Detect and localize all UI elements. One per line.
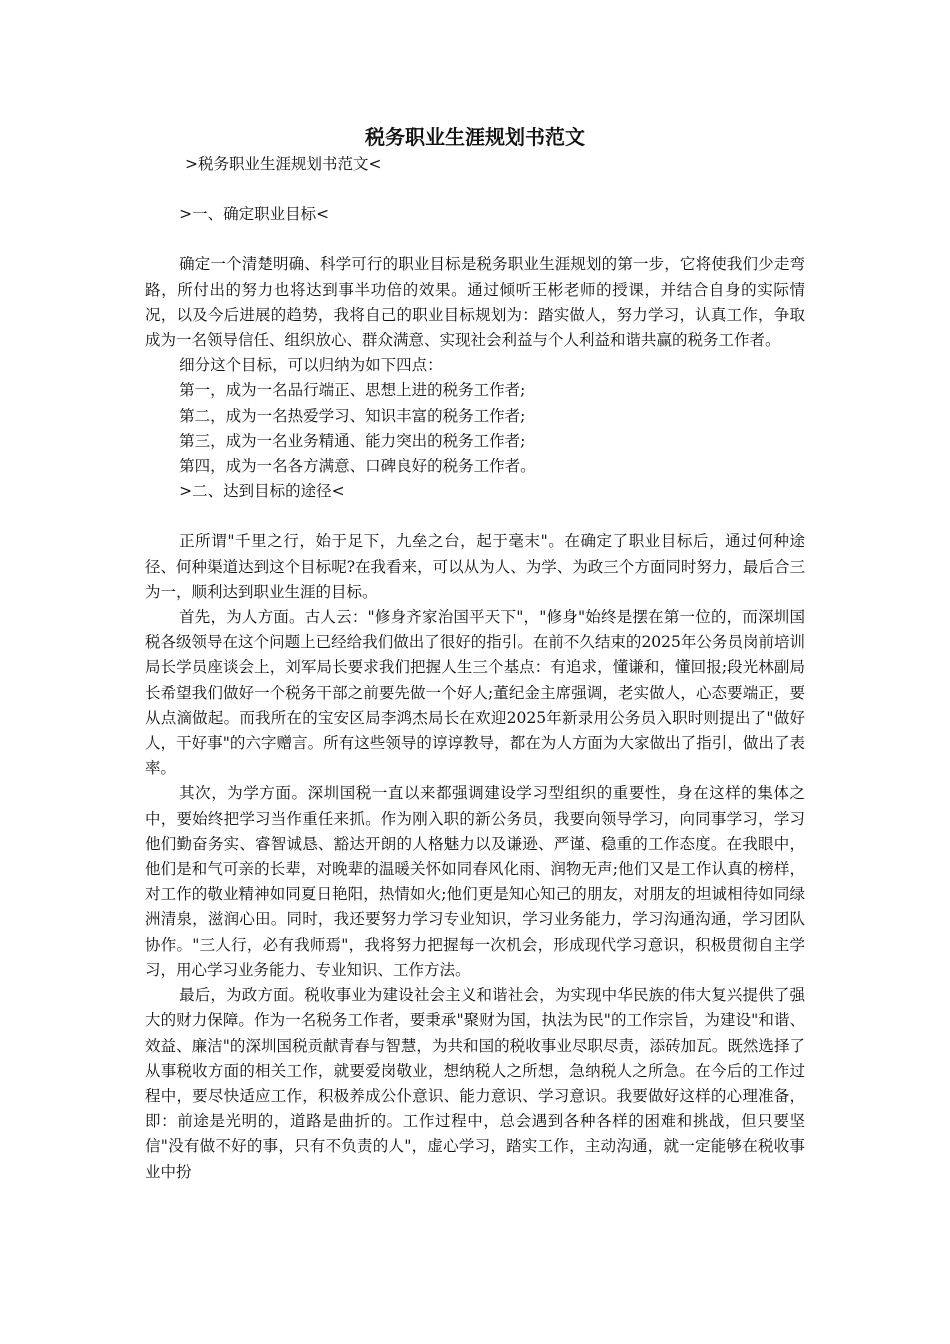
- section-heading-path: >二、达到目标的途径<: [179, 482, 345, 501]
- list-item: 第一，成为一名品行端正、思想上进的税务工作者;: [179, 381, 526, 400]
- blank-line: [145, 227, 805, 252]
- section-heading-goal: >一、确定职业目标<: [179, 205, 330, 224]
- paragraph: 正所谓"千里之行，始于足下，九垒之台，起于毫末"。在确定了职业目标后，通过何种途径、何种渠道达到这个目标呢?在我看来，可以从为人、为学、为政三个方面同时努力，最后合三为一，顺利达到职业生涯的目标。: [145, 532, 805, 601]
- list-item: 第四，成为一名各方满意、口碑良好的税务工作者。: [179, 457, 536, 476]
- paragraph: 细分这个目标，可以归纳为如下四点：: [179, 356, 443, 375]
- page-title: 税务职业生涯规划书范文: [365, 125, 585, 149]
- blank-line: [145, 504, 805, 529]
- document-page: [145, 122, 805, 1185]
- paragraph: 确定一个清楚明确、科学可行的职业目标是税务职业生涯规划的第一步，它将使我们少走弯路，所付出的努力也将达到事半功倍的效果。通过倾听王彬老师的授课，并结合自身的实际情况，以及今后进展的趋势，我将自己的职业目标规划为：踏实做人，努力学习，认真工作，争取成为一名领导信任、组织放心、群众满意、实现社会利益与个人利益和谐共赢的税务工作者。: [145, 255, 805, 350]
- list-item: 第三，成为一名业务精通、能力突出的税务工作者;: [179, 431, 526, 450]
- list-item: 第二，成为一名热爱学习、知识丰富的税务工作者;: [179, 406, 526, 425]
- paragraph: 首先，为人方面。古人云："修身齐家治国平天下"，"修身"始终是摆在第一位的，而深圳国税各级领导在这个问题上已经给我们做出了很好的指引。在前不久结束的2025年公务员岗前培训局长学员座谈会上，刘军局长要求我们把握人生三个基点：有追求，懂谦和，懂回报;段光林副局长希望我们做好一个税务干部之前要先做一个好人;董纪金主席强调，老实做人，心态要端正，要从点滴做起。而我所在的宝安区局李鸿杰局长在欢迎2025年新录用公务员入职时则提出了"做好人，干好事"的六字赠言。所有这些领导的谆谆教导，都在为人方面为大家做出了指引，做出了表率。: [145, 608, 805, 778]
- blank-line: [145, 177, 805, 202]
- document-subtitle: >税务职业生涯规划书范文<: [185, 155, 382, 173]
- paragraph: 最后，为政方面。税收事业为建设社会主义和谐社会，为实现中华民族的伟大复兴提供了强大的财力保障。作为一名税务工作者，要秉承"聚财为国，执法为民"的工作宗旨，为建设"和谐、效益、廉洁"的深圳国税贡献青春与智慧，为共和国的税收事业尽职尽责，添砖加瓦。既然选择了从事税收方面的相关工作，就要爱岗敬业，想纳税人之所想，急纳税人之所急。在今后的工作过程中，要尽快适应工作，积极养成公仆意识、能力意识、学习意识。我要做好这样的心理准备，即：前途是光明的，道路是曲折的。工作过程中，总会遇到各种各样的困难和挑战，但只要坚信"没有做不好的事，只有不负责的人"，虚心学习，踏实工作，主动沟通，就一定能够在税收事业中扮: [145, 986, 805, 1181]
- paragraph: 其次，为学方面。深圳国税一直以来都强调建设学习型组织的重要性，身在这样的集体之中，要始终把学习当作重任来抓。作为刚入职的新公务员，我要向领导学习，向同事学习，学习他们勤奋务实、睿智诚恳、豁达开朗的人格魅力以及谦逊、严谨、稳重的工作态度。在我眼中，他们是和气可亲的长辈，对晚辈的温暖关怀如同春风化雨、润物无声;他们又是工作认真的榜样，对工作的敬业精神如同夏日艳阳，热情如火;他们更是知心知己的朋友，对朋友的坦诚相待如同绿洲清泉，滋润心田。同时，我还要努力学习专业知识，学习业务能力，学习沟通沟通，学习团队协作。"三人行，必有我师焉"，我将努力把握每一次机会，形成现代学习意识，积极贯彻自主学习，用心学习业务能力、专业知识、工作方法。: [145, 784, 805, 979]
